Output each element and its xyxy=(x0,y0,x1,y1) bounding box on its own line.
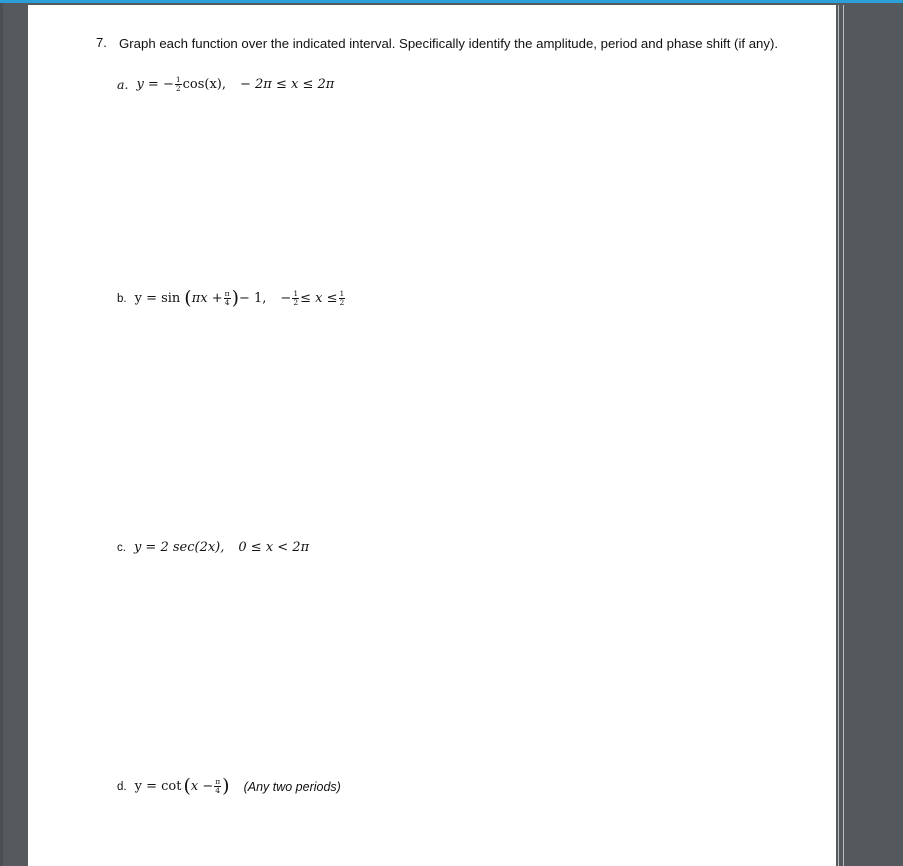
part-d-phase-fraction xyxy=(214,778,221,795)
part-b-interval-middle: ≤ x ≤ xyxy=(300,291,338,306)
part-b-interval-sign: − xyxy=(280,291,292,306)
part-b-upper-bound xyxy=(339,290,346,307)
part-b-tail: − 1, xyxy=(238,291,267,306)
fraction-denominator: 2 xyxy=(175,84,181,93)
fraction-denominator: 4 xyxy=(215,786,221,795)
part-a-lhs: y = − xyxy=(136,77,174,92)
part-b-label: b. xyxy=(117,292,127,305)
fraction-numerator: 1 xyxy=(175,75,181,84)
fraction-denominator: 2 xyxy=(293,298,299,307)
part-d-inner: x − xyxy=(190,779,214,794)
part-b-lower-bound xyxy=(292,290,299,307)
part-d-lhs: y = cot xyxy=(134,779,182,794)
viewer-left-strip xyxy=(0,3,3,866)
part-b-lhs: y = sin xyxy=(134,291,181,306)
part-d xyxy=(117,777,341,796)
viewer-divider xyxy=(838,5,839,866)
part-a-label: a. xyxy=(117,77,129,92)
part-a-interval: − 2π ≤ x ≤ 2π xyxy=(240,77,335,92)
part-a-function: cos(x), xyxy=(182,77,227,92)
fraction-numerator: π xyxy=(215,777,221,786)
close-paren: ) xyxy=(231,287,239,309)
part-a-coefficient xyxy=(175,76,182,93)
document-page xyxy=(28,5,836,866)
fraction-numerator: 1 xyxy=(293,289,299,298)
question-number: 7. xyxy=(96,35,107,50)
viewer-top-bar xyxy=(0,0,903,3)
part-c-interval: 0 ≤ x < 2π xyxy=(238,540,310,555)
viewer-divider xyxy=(843,5,844,866)
question-text: Graph each function over the indicated interval. Specifically identify the amplitude, period and phase shift (if any). xyxy=(119,36,779,51)
fraction-denominator: 2 xyxy=(339,298,345,307)
part-d-note: (Any two periods) xyxy=(243,779,341,794)
part-c xyxy=(117,540,309,555)
part-d-label: d. xyxy=(117,780,127,793)
fraction-numerator: 1 xyxy=(339,289,345,298)
part-b xyxy=(117,289,346,308)
open-paren: ( xyxy=(184,287,192,309)
viewer-right-panel xyxy=(845,5,903,866)
fraction-numerator: π xyxy=(224,289,230,298)
part-c-expression: y = 2 sec(2x), xyxy=(133,540,225,555)
open-paren: ( xyxy=(183,775,191,797)
part-a xyxy=(117,76,334,93)
part-b-phase-fraction xyxy=(224,290,231,307)
fraction-denominator: 4 xyxy=(224,298,230,307)
part-b-inner: πx + xyxy=(191,291,223,306)
part-c-label: c. xyxy=(117,541,126,554)
close-paren: ) xyxy=(222,775,230,797)
